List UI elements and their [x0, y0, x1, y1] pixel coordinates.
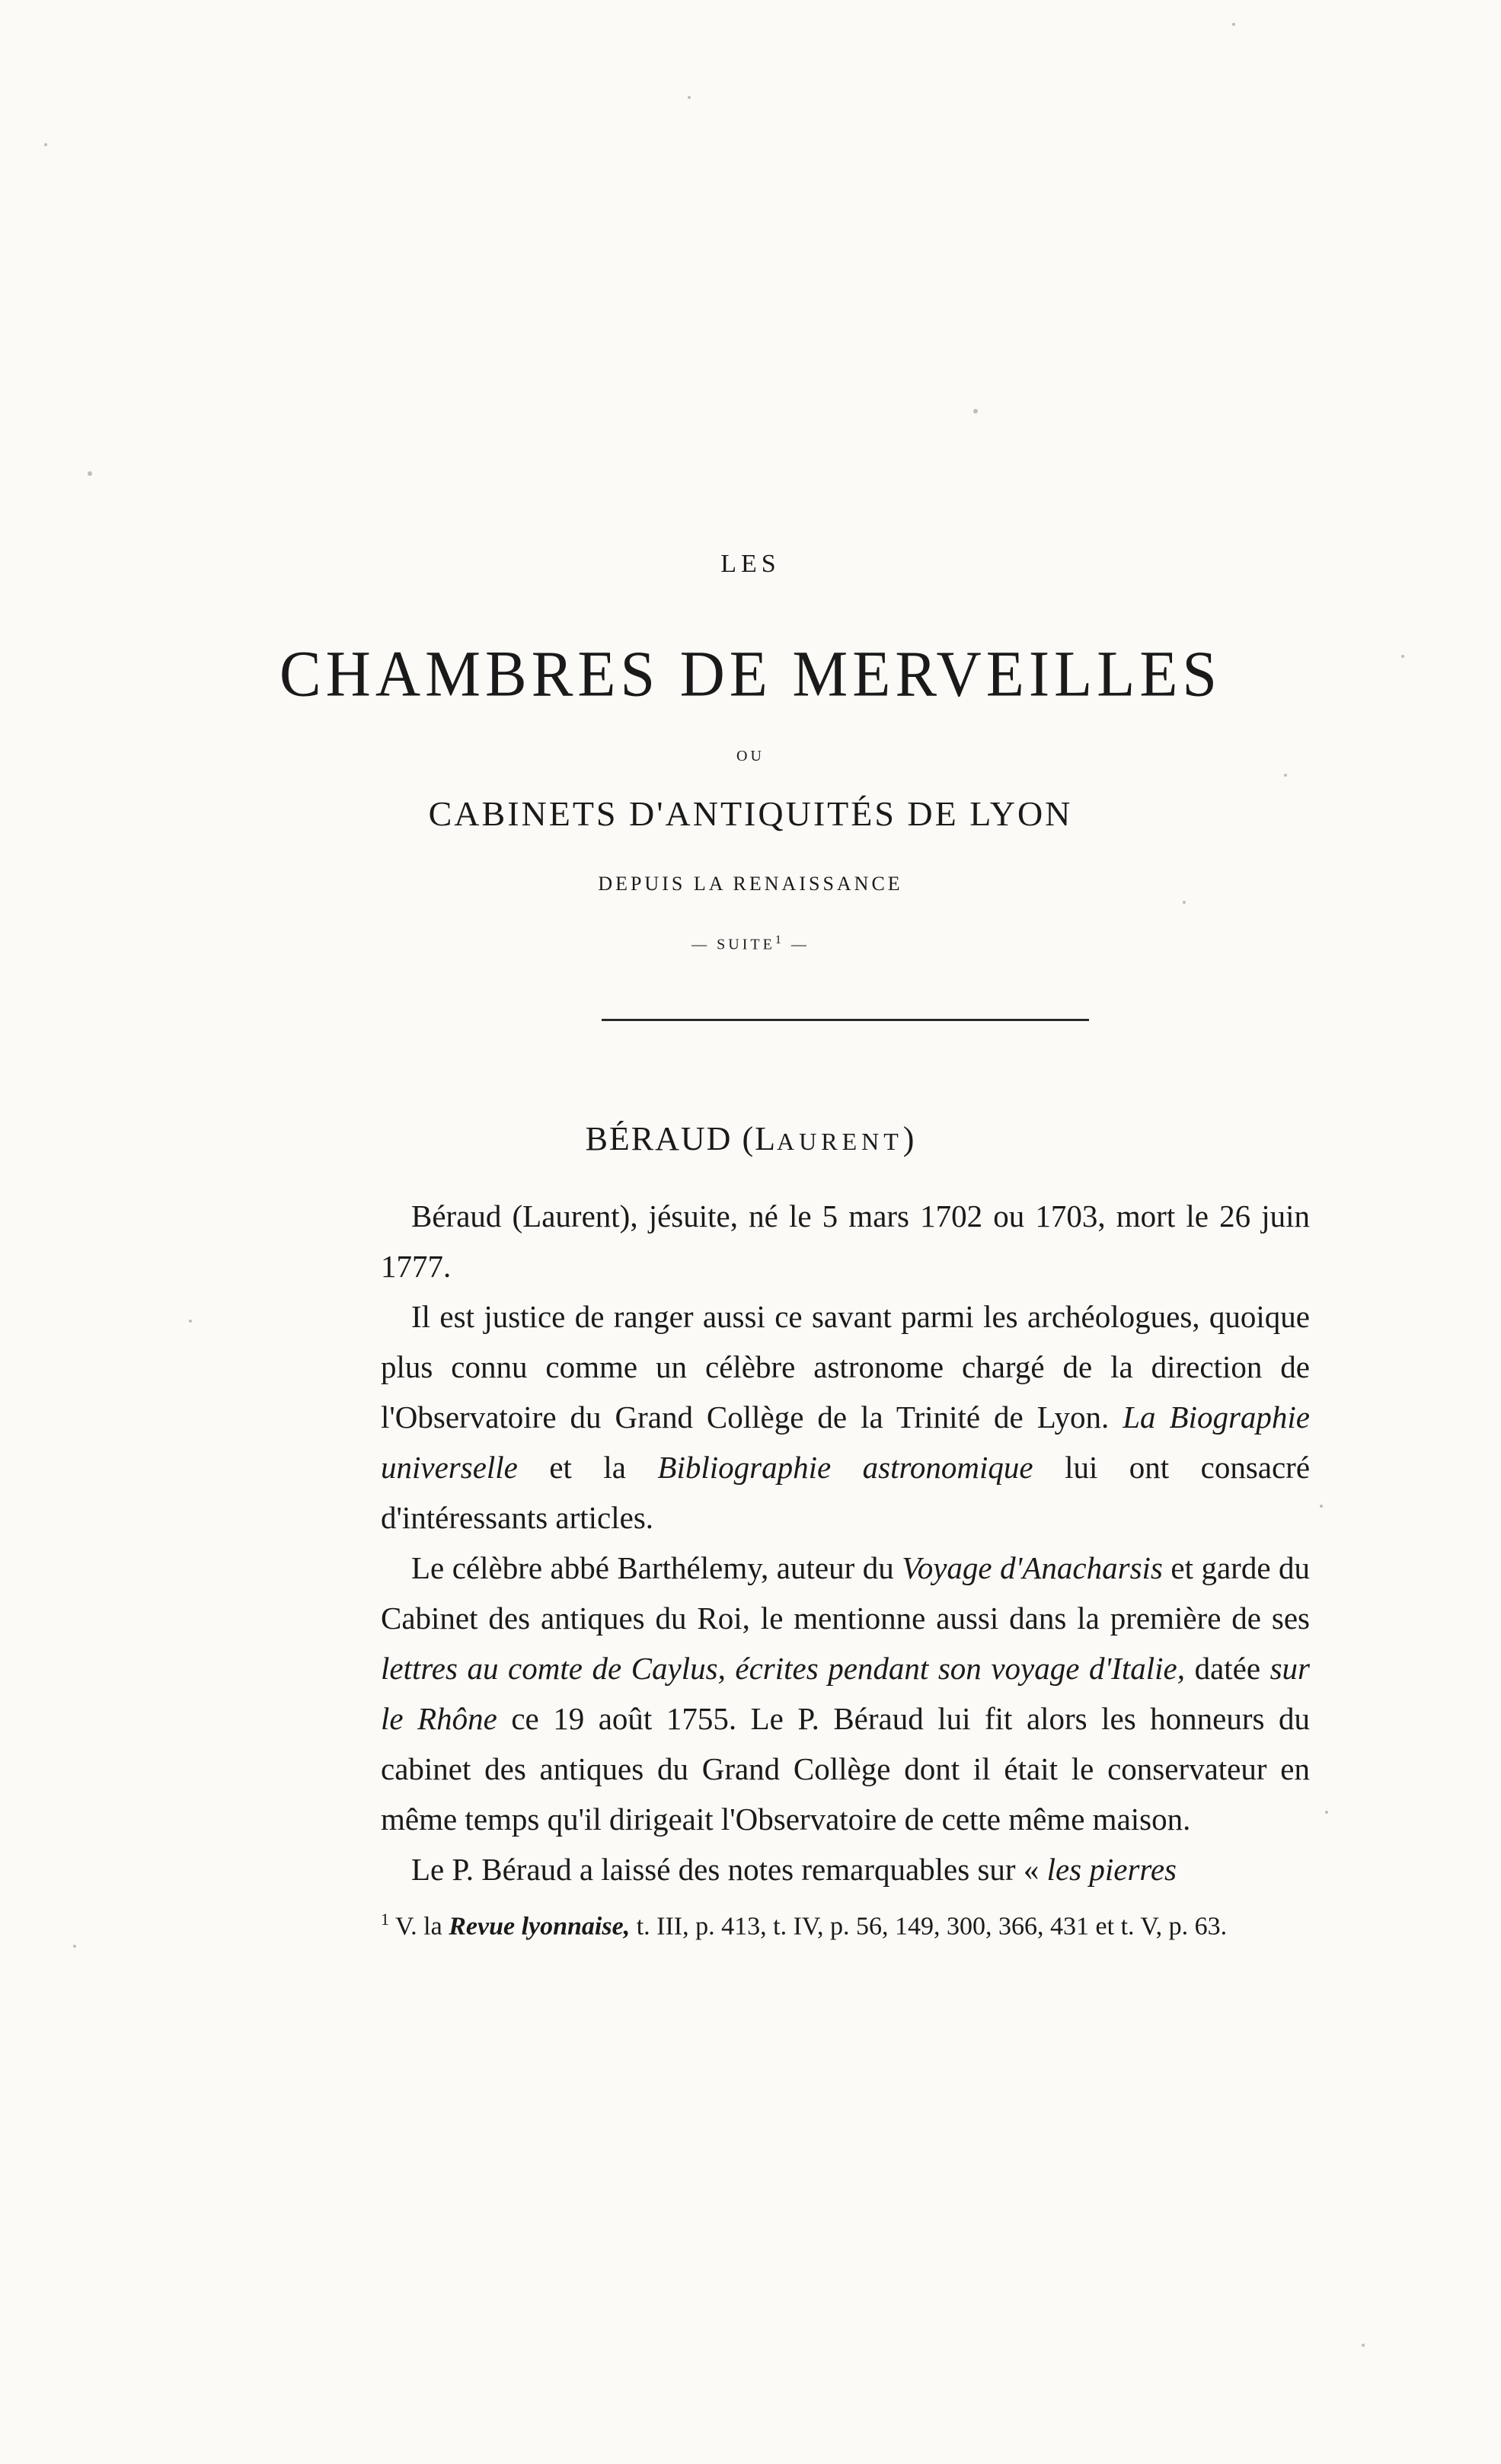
header-kicker: LES [720, 550, 781, 578]
paragraph-2-italic-a: La Biographie universelle [381, 1400, 1310, 1485]
paragraph-4 [381, 1844, 1310, 1894]
continuation-label: — SUITE [691, 936, 775, 953]
footnote-text-b: t. III, p. 413, t. IV, p. 56, 149, 300, 366, 431 et t. V, p. 63. [636, 1912, 1228, 1941]
paragraph-3-italic-b: lettres au comte de Caylus, écrites pendant son voyage d'Italie, [381, 1651, 1186, 1686]
header-conjunction: OU [736, 748, 765, 764]
paper-speck [44, 143, 47, 146]
paper-speck [88, 471, 92, 476]
continuation-footnote-marker: 1 [774, 934, 784, 946]
paragraph-3-text-b: et garde du Cabinet des antiques du Roi, le mentionne aussi dans la première de ses [381, 1550, 1311, 1636]
paragraph-4-text-a: Le P. Béraud a laissé des notes remarquables sur « [411, 1852, 1040, 1887]
paragraph-3 [381, 1543, 1310, 1844]
header-tagline: DEPUIS LA RENAISSANCE [598, 873, 903, 895]
section-heading-open-paren: ( [742, 1120, 755, 1157]
paragraph-2-text-c: lui ont consacré d'intéressants articles. [381, 1450, 1311, 1535]
paper-speck [1320, 1505, 1323, 1508]
section-heading-close-paren: ) [902, 1120, 916, 1157]
section-heading [0, 1119, 1501, 1158]
paper-speck [189, 1320, 192, 1323]
continuation-dash: — [790, 936, 810, 953]
paper-speck [973, 409, 978, 413]
paper-speck [1232, 23, 1235, 26]
article-body [381, 1191, 1310, 1894]
paragraph-3-italic-a: Voyage d'Anacharsis [902, 1550, 1163, 1585]
paragraph-2 [381, 1291, 1310, 1543]
paragraph-3-text-d: ce 19 août 1755. Le P. Béraud lui fit alors les honneurs du cabinet des antiques du Grand Collège dont il était le conservateur en même temps qu'il dirigeait l'Observatoire de cette même maison. [381, 1701, 1310, 1837]
paper-speck [688, 96, 691, 99]
paragraph-2-text-a: Il est justice de ranger aussi ce savant parmi les archéologues, quoique plus connu comme un célèbre astronome chargé de la direction de l'Observatoire du Grand Collège de la Trinité de Lyon. [381, 1299, 1310, 1435]
paragraph-3-text-a: Le célèbre abbé Barthélemy, auteur du [411, 1550, 894, 1585]
paragraph-2-text-b: et la [549, 1450, 626, 1485]
section-heading-name: BÉRAUD [585, 1120, 733, 1157]
footnote-journal: Revue lyonnaise, [449, 1912, 631, 1941]
paper-speck [1362, 2344, 1365, 2347]
section-heading-initial: L [755, 1120, 778, 1157]
continuation-note [0, 934, 1501, 954]
title-divider [602, 1019, 1089, 1021]
footnote-marker: 1 [381, 1910, 389, 1929]
paragraph-1: Béraud (Laurent), jésuite, né le 5 mars 1702 ou 1703, mort le 26 juin 1777. [381, 1198, 1310, 1284]
page-title: CHAMBRES DE MERVEILLES [279, 637, 1222, 710]
page-subtitle: CABINETS D'ANTIQUITÉS DE LYON [428, 794, 1073, 833]
section-heading-rest: AURENT [777, 1128, 903, 1155]
paragraph-4-italic-a: les pierres [1046, 1852, 1177, 1887]
paper-speck [73, 1945, 76, 1948]
paper-speck [1284, 774, 1287, 777]
paragraph-3-italic-c: sur le Rhône [381, 1651, 1311, 1736]
paragraph-3-text-c: datée [1194, 1651, 1261, 1686]
footnote-text-a: V. la [395, 1912, 442, 1941]
paper-speck [1183, 901, 1186, 904]
paragraph-2-italic-b: Bibliographie astronomique [657, 1450, 1033, 1485]
footnote [381, 1910, 1310, 1941]
paper-speck [1325, 1811, 1328, 1814]
